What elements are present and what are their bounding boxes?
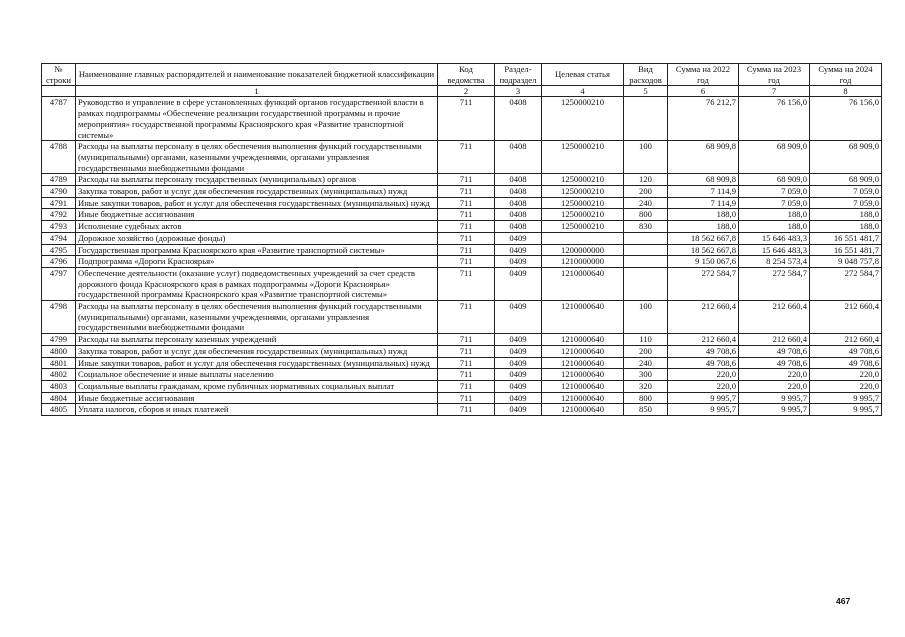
header-sum-2023: Сумма на 2023 год <box>739 64 810 86</box>
row-sum-2022: 220,0 <box>668 380 739 392</box>
row-sum-2022: 272 584,7 <box>668 267 739 300</box>
table-row <box>42 232 882 244</box>
row-expense-type: 800 <box>624 209 668 221</box>
table-row <box>42 392 882 404</box>
table-row <box>42 345 882 357</box>
row-target: 1210000640 <box>542 369 624 381</box>
row-number: 4798 <box>42 301 76 334</box>
row-section: 0409 <box>495 369 542 381</box>
header-dept-code: Код ведомства <box>438 64 495 86</box>
row-expense-type: 200 <box>624 186 668 198</box>
page-number: 467 <box>836 596 851 606</box>
row-sum-2024: 9 995,7 <box>810 392 882 404</box>
row-target: 1210000000 <box>542 256 624 268</box>
table-row <box>42 404 882 416</box>
row-section: 0409 <box>495 357 542 369</box>
row-expense-type: 300 <box>624 369 668 381</box>
row-section: 0408 <box>495 197 542 209</box>
row-target: 1210000640 <box>542 380 624 392</box>
row-target: 1210000640 <box>542 334 624 346</box>
row-target: 1210000640 <box>542 345 624 357</box>
row-dept-code: 711 <box>438 267 495 300</box>
column-number: 3 <box>495 86 542 97</box>
row-section: 0409 <box>495 232 542 244</box>
row-sum-2022: 9 995,7 <box>668 392 739 404</box>
header-sum-2022: Сумма на 2022 год <box>668 64 739 86</box>
row-sum-2024: 7 059,0 <box>810 197 882 209</box>
row-name: Социальные выплаты гражданам, кроме публичных нормативных социальных выплат <box>76 380 438 392</box>
row-expense-type: 100 <box>624 141 668 174</box>
row-sum-2023: 68 909,0 <box>739 174 810 186</box>
row-sum-2024: 7 059,0 <box>810 186 882 198</box>
table-row <box>42 209 882 221</box>
row-expense-type: 120 <box>624 174 668 186</box>
row-sum-2024: 220,0 <box>810 369 882 381</box>
row-expense-type: 100 <box>624 301 668 334</box>
row-target: 1250000210 <box>542 97 624 141</box>
column-number: 2 <box>438 86 495 97</box>
row-dept-code: 711 <box>438 345 495 357</box>
table-row <box>42 221 882 233</box>
row-sum-2023: 15 646 483,3 <box>739 244 810 256</box>
column-number <box>42 86 76 97</box>
row-name: Расходы на выплаты персоналу в целях обеспечения выполнения функций государственными (муниципальными) органами, казенными учреждениями, органами управления государственными внебюджетными фондами <box>76 301 438 334</box>
row-sum-2023: 7 059,0 <box>739 186 810 198</box>
row-sum-2022: 9 150 067,6 <box>668 256 739 268</box>
row-expense-type: 200 <box>624 345 668 357</box>
row-name: Обеспечение деятельности (оказание услуг) подведомственных учреждений за счет средств дорожного фонда Красноярского края в рамках подпрограммы «Дороги Красноярья» государственной программы Красноярского края «Развитие транспортной системы» <box>76 267 438 300</box>
row-sum-2024: 16 551 481,7 <box>810 232 882 244</box>
row-dept-code: 711 <box>438 244 495 256</box>
row-name: Исполнение судебных актов <box>76 221 438 233</box>
row-section: 0409 <box>495 392 542 404</box>
row-section: 0408 <box>495 97 542 141</box>
row-sum-2022: 68 909,8 <box>668 141 739 174</box>
row-expense-type: 800 <box>624 392 668 404</box>
table-row <box>42 141 882 174</box>
row-sum-2024: 16 551 481,7 <box>810 244 882 256</box>
row-dept-code: 711 <box>438 357 495 369</box>
table-row <box>42 256 882 268</box>
budget-table-container <box>41 63 881 416</box>
table-row <box>42 97 882 141</box>
row-sum-2024: 272 584,7 <box>810 267 882 300</box>
row-target: 1210000640 <box>542 392 624 404</box>
row-section: 0408 <box>495 209 542 221</box>
row-name: Закупка товаров, работ и услуг для обеспечения государственных (муниципальных) нужд <box>76 186 438 198</box>
row-name: Расходы на выплаты персоналу в целях обеспечения выполнения функций государственными (муниципальными) органами, казенными учреждениями, органами управления государственными внебюджетными фондами <box>76 141 438 174</box>
row-target: 1210000640 <box>542 301 624 334</box>
budget-table <box>41 63 882 416</box>
row-dept-code: 711 <box>438 197 495 209</box>
row-dept-code: 711 <box>438 301 495 334</box>
row-sum-2023: 220,0 <box>739 380 810 392</box>
row-expense-type <box>624 244 668 256</box>
row-target: 1250000210 <box>542 221 624 233</box>
row-number: 4788 <box>42 141 76 174</box>
row-name: Расходы на выплаты персоналу государственных (муниципальных) органов <box>76 174 438 186</box>
row-name: Уплата налогов, сборов и иных платежей <box>76 404 438 416</box>
column-number: 7 <box>739 86 810 97</box>
header-section: Раздел-подраздел <box>495 64 542 86</box>
header-name: Наименование главных распорядителей и наименование показателей бюджетной классификации <box>76 64 438 86</box>
row-section: 0409 <box>495 404 542 416</box>
row-expense-type <box>624 97 668 141</box>
row-sum-2022: 49 708,6 <box>668 357 739 369</box>
row-expense-type: 830 <box>624 221 668 233</box>
row-sum-2023: 7 059,0 <box>739 197 810 209</box>
row-dept-code: 711 <box>438 209 495 221</box>
column-number: 1 <box>76 86 438 97</box>
row-dept-code: 711 <box>438 256 495 268</box>
row-sum-2024: 188,0 <box>810 221 882 233</box>
row-name: Государственная программа Красноярского края «Развитие транспортной системы» <box>76 244 438 256</box>
row-section: 0409 <box>495 380 542 392</box>
row-dept-code: 711 <box>438 380 495 392</box>
row-sum-2024: 212 660,4 <box>810 301 882 334</box>
row-target: 1210000640 <box>542 357 624 369</box>
row-sum-2023: 188,0 <box>739 221 810 233</box>
row-dept-code: 711 <box>438 392 495 404</box>
row-sum-2022: 49 708,6 <box>668 345 739 357</box>
row-sum-2023: 68 909,0 <box>739 141 810 174</box>
row-name: Иные закупки товаров, работ и услуг для обеспечения государственных (муниципальных) нужд <box>76 357 438 369</box>
row-section: 0409 <box>495 334 542 346</box>
table-row <box>42 244 882 256</box>
row-sum-2023: 76 156,0 <box>739 97 810 141</box>
row-sum-2022: 212 660,4 <box>668 334 739 346</box>
row-sum-2024: 9 048 757,8 <box>810 256 882 268</box>
row-sum-2023: 8 254 573,4 <box>739 256 810 268</box>
row-number: 4787 <box>42 97 76 141</box>
row-sum-2023: 9 995,7 <box>739 404 810 416</box>
row-name: Закупка товаров, работ и услуг для обеспечения государственных (муниципальных) нужд <box>76 345 438 357</box>
row-sum-2022: 188,0 <box>668 209 739 221</box>
row-number: 4794 <box>42 232 76 244</box>
row-number: 4795 <box>42 244 76 256</box>
row-number: 4796 <box>42 256 76 268</box>
row-target: 1250000210 <box>542 197 624 209</box>
row-sum-2024: 49 708,6 <box>810 357 882 369</box>
row-target: 1250000210 <box>542 141 624 174</box>
column-number: 5 <box>624 86 668 97</box>
row-target: 1250000210 <box>542 186 624 198</box>
header-line-no: № строки <box>42 64 76 86</box>
table-row <box>42 357 882 369</box>
row-target: 1250000210 <box>542 174 624 186</box>
table-row <box>42 369 882 381</box>
row-sum-2022: 76 212,7 <box>668 97 739 141</box>
row-dept-code: 711 <box>438 334 495 346</box>
row-sum-2023: 212 660,4 <box>739 334 810 346</box>
row-sum-2022: 68 909,8 <box>668 174 739 186</box>
row-dept-code: 711 <box>438 369 495 381</box>
table-row <box>42 380 882 392</box>
table-row <box>42 301 882 334</box>
row-dept-code: 711 <box>438 141 495 174</box>
row-name: Дорожное хозяйство (дорожные фонды) <box>76 232 438 244</box>
table-row <box>42 186 882 198</box>
header-row <box>42 64 882 86</box>
header-expense-type: Вид расходов <box>624 64 668 86</box>
row-sum-2024: 76 156,0 <box>810 97 882 141</box>
row-expense-type <box>624 267 668 300</box>
row-section: 0408 <box>495 221 542 233</box>
row-dept-code: 711 <box>438 97 495 141</box>
row-sum-2023: 15 646 483,3 <box>739 232 810 244</box>
row-target: 1210000640 <box>542 267 624 300</box>
row-sum-2022: 7 114,9 <box>668 197 739 209</box>
row-name: Иные бюджетные ассигнования <box>76 392 438 404</box>
row-number: 4804 <box>42 392 76 404</box>
row-sum-2023: 212 660,4 <box>739 301 810 334</box>
row-expense-type: 240 <box>624 357 668 369</box>
header-target: Целевая статья <box>542 64 624 86</box>
row-sum-2022: 220,0 <box>668 369 739 381</box>
row-number: 4791 <box>42 197 76 209</box>
row-section: 0408 <box>495 186 542 198</box>
row-section: 0409 <box>495 244 542 256</box>
row-section: 0409 <box>495 256 542 268</box>
row-dept-code: 711 <box>438 221 495 233</box>
row-sum-2022: 18 562 667,8 <box>668 232 739 244</box>
row-target: 1200000000 <box>542 244 624 256</box>
row-sum-2023: 9 995,7 <box>739 392 810 404</box>
table-row <box>42 174 882 186</box>
row-name: Подпрограмма «Дороги Красноярья» <box>76 256 438 268</box>
row-sum-2023: 272 584,7 <box>739 267 810 300</box>
column-numbers-row <box>42 86 882 97</box>
row-sum-2023: 188,0 <box>739 209 810 221</box>
row-section: 0409 <box>495 345 542 357</box>
row-expense-type <box>624 256 668 268</box>
row-section: 0408 <box>495 174 542 186</box>
row-number: 4797 <box>42 267 76 300</box>
row-number: 4793 <box>42 221 76 233</box>
row-name: Иные закупки товаров, работ и услуг для обеспечения государственных (муниципальных) нужд <box>76 197 438 209</box>
row-name: Расходы на выплаты персоналу казенных учреждений <box>76 334 438 346</box>
row-sum-2024: 68 909,0 <box>810 174 882 186</box>
table-body <box>42 97 882 416</box>
row-dept-code: 711 <box>438 404 495 416</box>
row-number: 4792 <box>42 209 76 221</box>
row-expense-type: 110 <box>624 334 668 346</box>
column-number: 8 <box>810 86 882 97</box>
table-row <box>42 197 882 209</box>
row-number: 4805 <box>42 404 76 416</box>
row-sum-2022: 9 995,7 <box>668 404 739 416</box>
row-name: Руководство и управление в сфере установленных функций органов государственной власти в рамках подпрограммы «Обеспечение реализации государственной программы и прочие мероприятия» государственной программы Красноярского края «Развитие транспортной системы» <box>76 97 438 141</box>
row-target <box>542 232 624 244</box>
row-expense-type: 240 <box>624 197 668 209</box>
row-expense-type <box>624 232 668 244</box>
row-dept-code: 711 <box>438 186 495 198</box>
row-section: 0409 <box>495 267 542 300</box>
row-sum-2024: 49 708,6 <box>810 345 882 357</box>
row-section: 0409 <box>495 301 542 334</box>
column-number: 6 <box>668 86 739 97</box>
row-section: 0408 <box>495 141 542 174</box>
row-sum-2023: 49 708,6 <box>739 345 810 357</box>
row-number: 4790 <box>42 186 76 198</box>
row-dept-code: 711 <box>438 174 495 186</box>
row-name: Социальное обеспечение и иные выплаты населению <box>76 369 438 381</box>
row-sum-2022: 18 562 667,8 <box>668 244 739 256</box>
row-number: 4799 <box>42 334 76 346</box>
row-number: 4800 <box>42 345 76 357</box>
row-expense-type: 320 <box>624 380 668 392</box>
row-number: 4803 <box>42 380 76 392</box>
row-sum-2024: 68 909,0 <box>810 141 882 174</box>
row-sum-2024: 188,0 <box>810 209 882 221</box>
row-number: 4789 <box>42 174 76 186</box>
row-sum-2024: 212 660,4 <box>810 334 882 346</box>
column-number: 4 <box>542 86 624 97</box>
row-sum-2022: 212 660,4 <box>668 301 739 334</box>
header-sum-2024: Сумма на 2024 год <box>810 64 882 86</box>
row-number: 4802 <box>42 369 76 381</box>
row-name: Иные бюджетные ассигнования <box>76 209 438 221</box>
row-dept-code: 711 <box>438 232 495 244</box>
row-number: 4801 <box>42 357 76 369</box>
table-row <box>42 267 882 300</box>
row-target: 1250000210 <box>542 209 624 221</box>
table-row <box>42 334 882 346</box>
row-sum-2023: 220,0 <box>739 369 810 381</box>
row-target: 1210000640 <box>542 404 624 416</box>
row-expense-type: 850 <box>624 404 668 416</box>
row-sum-2022: 188,0 <box>668 221 739 233</box>
row-sum-2024: 9 995,7 <box>810 404 882 416</box>
row-sum-2022: 7 114,9 <box>668 186 739 198</box>
row-sum-2023: 49 708,6 <box>739 357 810 369</box>
row-sum-2024: 220,0 <box>810 380 882 392</box>
